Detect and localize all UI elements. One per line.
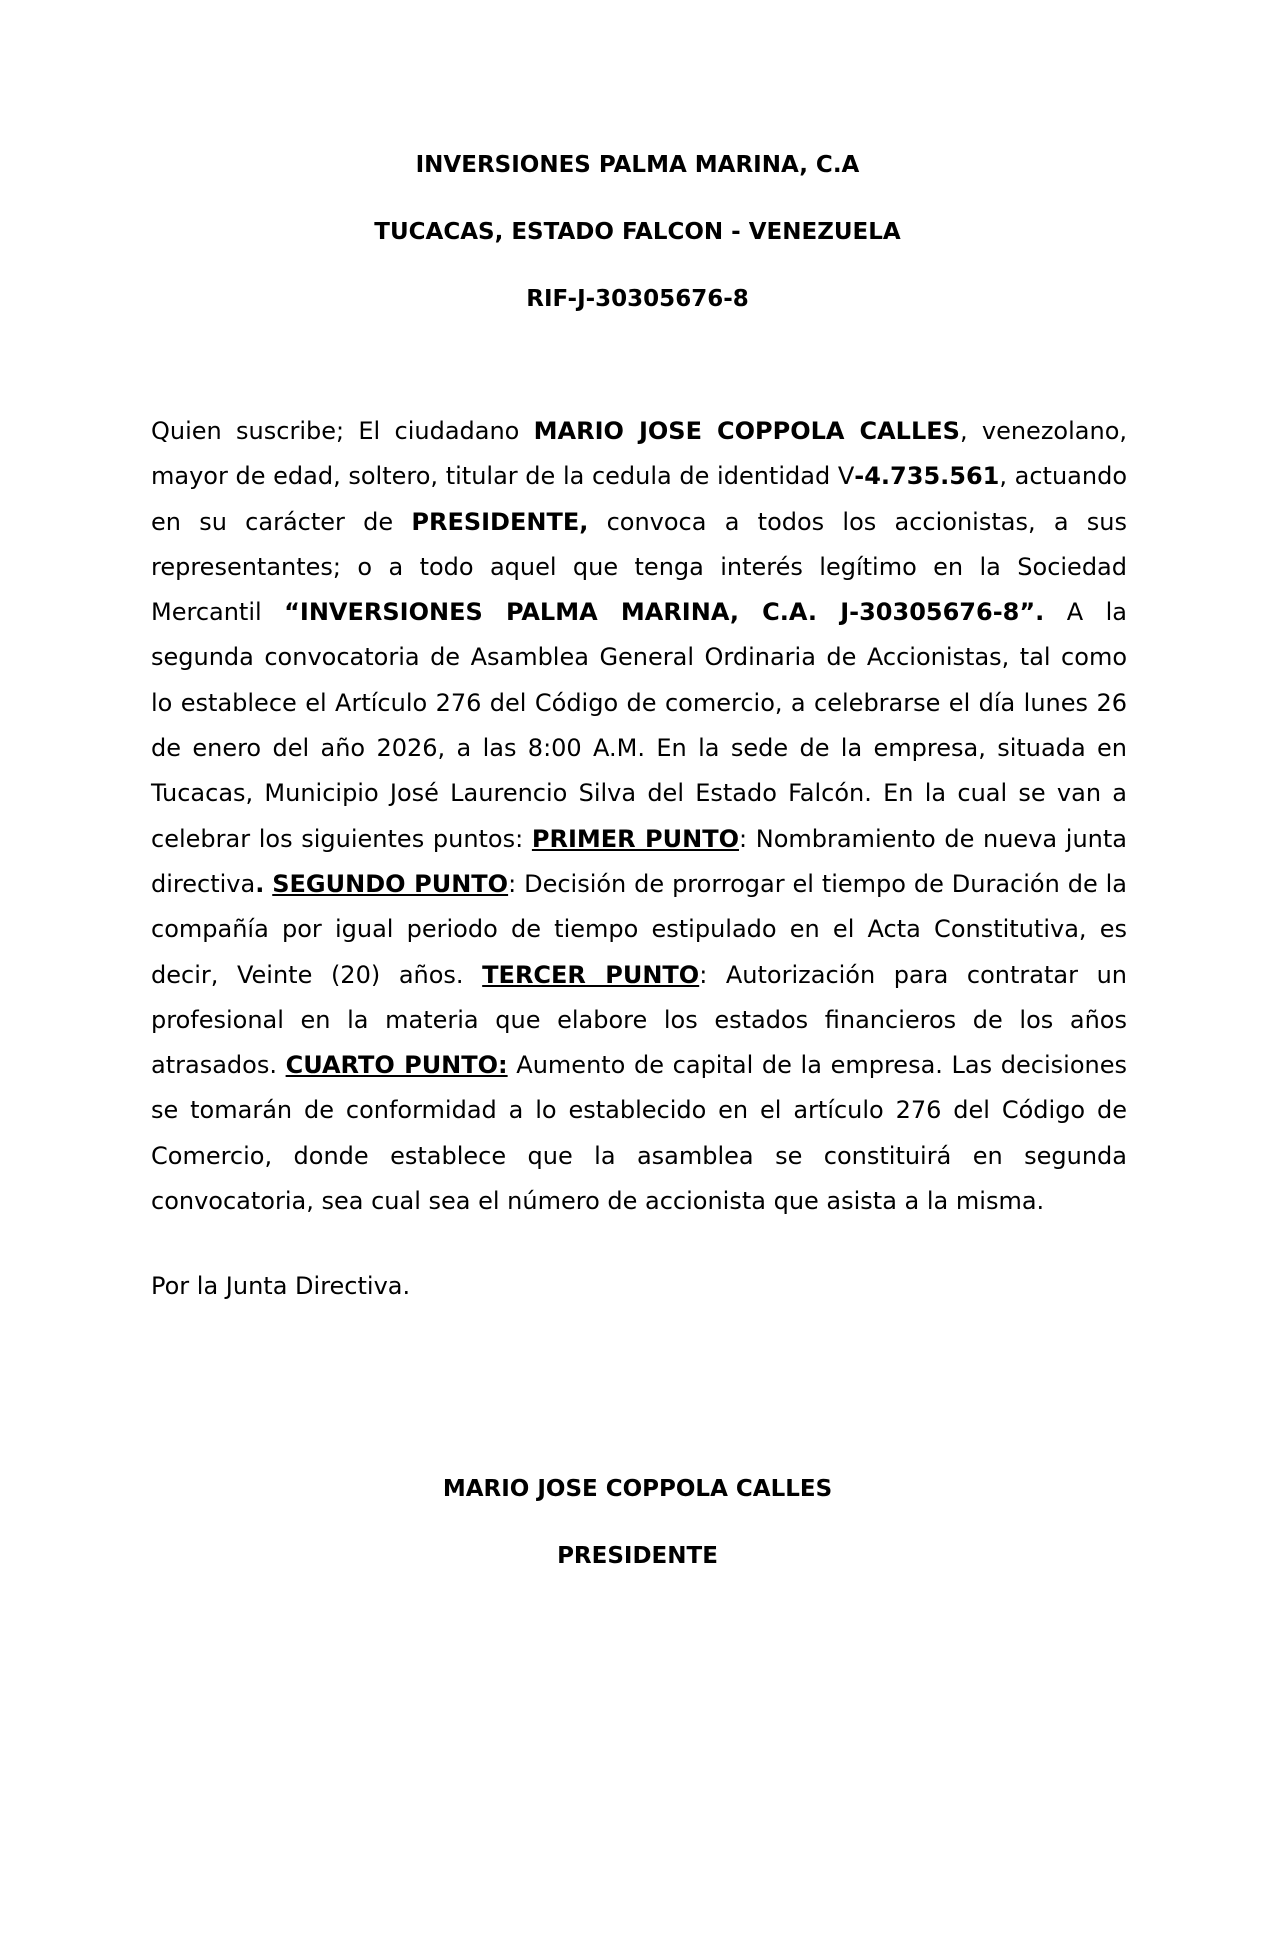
- paragraph-run: PRIMER PUNTO: [531, 824, 739, 853]
- paragraph-run: Quien suscribe; El ciudadano: [151, 417, 534, 445]
- paragraph-run: “INVERSIONES PALMA MARINA, C.A. J-30305676-8”.: [284, 598, 1045, 627]
- paragraph-run: : Decisión de prorrogar el tiempo de Duración de la compañía por igual periodo de tiempo estipulado en el Acta Constitutiva, es decir, Veinte (20) años.: [151, 869, 1127, 989]
- paragraph-run: SEGUNDO PUNTO: [272, 869, 509, 898]
- paragraph-run: Aumento de capital de la empresa. Las decisiones se tomarán de conformidad a lo establecido en el artículo 276 del Código de Comercio, donde establece que la asamblea se constituirá en segunda convocatoria, sea cual sea el número de accionista que asista a la misma.: [151, 1051, 1127, 1216]
- paragraph-run: PRESIDENTE,: [411, 507, 589, 536]
- paragraph-run: .: [255, 869, 265, 898]
- paragraph-run: A la segunda convocatoria de Asamblea General Ordinaria de Accionistas, tal como lo establece el Artículo 276 del Código de comercio, a celebrarse el día lunes 26 de enero del año 2026, a las 8:00 A.M. En la sede de la empresa, situada en Tucacas, Municipio José Laurencio Silva del Estado Falcón. En la cual se van a celebrar los siguientes puntos:: [151, 598, 1127, 853]
- paragraph-run: TERCER PUNTO: [482, 960, 700, 989]
- convocation-paragraph: [151, 409, 1127, 1224]
- paragraph-run: MARIO JOSE COPPOLA CALLES: [533, 417, 960, 445]
- paragraph-run: convoca a todos los accionistas, a sus representantes; o a todo aquel que tenga interés legítimo en la Sociedad Mercantil: [151, 507, 1127, 627]
- signatory-title: PRESIDENTE: [557, 1543, 718, 1569]
- signatory-name: MARIO JOSE COPPOLA CALLES: [442, 1476, 833, 1502]
- company-location: TUCACAS, ESTADO FALCON - VENEZUELA: [374, 219, 901, 245]
- closing-line: Por la Junta Directiva.: [151, 1272, 411, 1300]
- paragraph-run: CUARTO PUNTO:: [285, 1051, 508, 1080]
- paragraph-run: , venezolano, mayor de edad, soltero, titular de la cedula de identidad V: [151, 417, 1128, 491]
- paragraph-run: : Autorización para contratar un profesional en la materia que elabore los estados financieros de los años atrasados.: [151, 960, 1128, 1080]
- company-name: INVERSIONES PALMA MARINA, C.A: [415, 152, 860, 178]
- paragraph-run: -4.735.561: [854, 462, 1000, 491]
- company-rif: RIF-J-30305676-8: [526, 286, 749, 312]
- paragraph-run: : Nombramiento de nueva junta directiva: [151, 824, 1127, 898]
- paragraph-run: , actuando en su carácter de: [151, 462, 1127, 536]
